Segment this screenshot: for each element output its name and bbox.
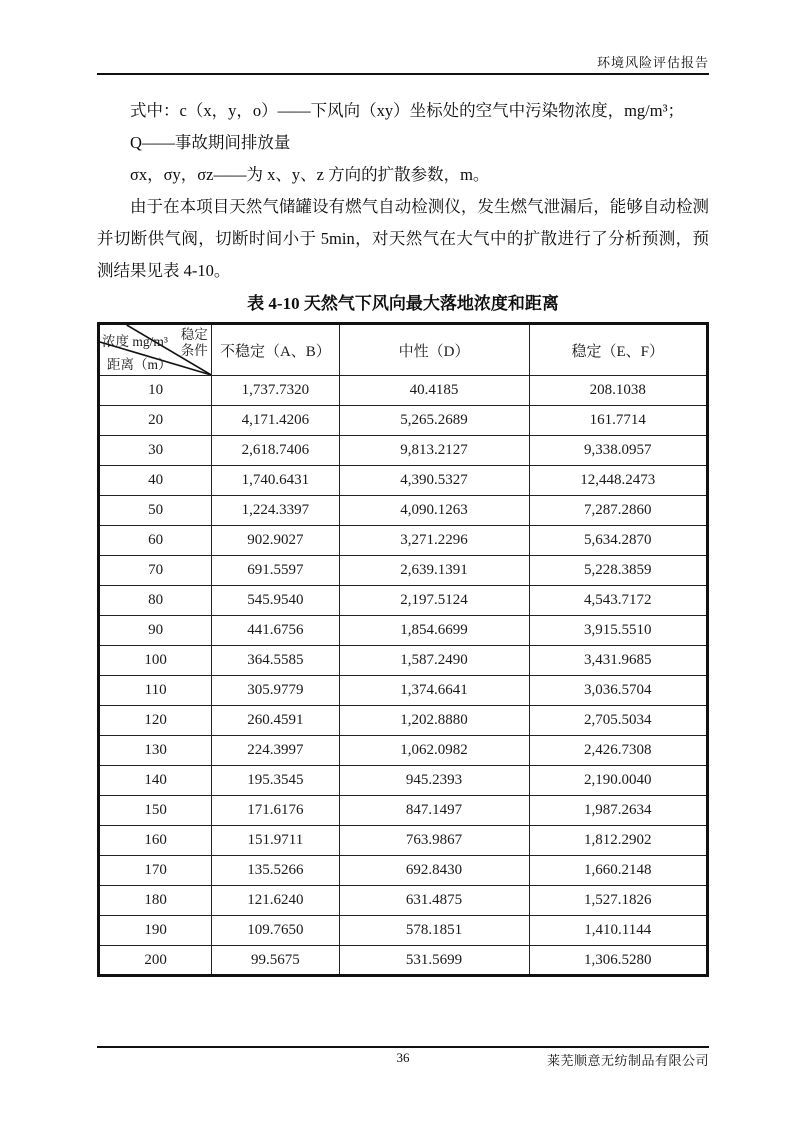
distance-cell: 180 [99, 886, 212, 916]
value-cell-unstable: 151.9711 [212, 826, 339, 856]
value-cell-unstable: 2,618.7406 [212, 436, 339, 466]
value-cell-neutral: 5,265.2689 [339, 406, 529, 436]
value-cell-unstable: 902.9027 [212, 526, 339, 556]
table-row [99, 916, 708, 946]
value-cell-neutral: 1,062.0982 [339, 736, 529, 766]
value-cell-stable: 4,543.7172 [529, 586, 707, 616]
value-cell-neutral: 1,854.6699 [339, 616, 529, 646]
value-cell-neutral: 578.1851 [339, 916, 529, 946]
value-cell-stable: 7,287.2860 [529, 496, 707, 526]
column-header-unstable: 不稳定（A、B） [212, 324, 339, 376]
value-cell-unstable: 109.7650 [212, 916, 339, 946]
distance-cell: 100 [99, 646, 212, 676]
formula-line-emission: Q——事故期间排放量 [130, 133, 291, 152]
distance-cell: 120 [99, 706, 212, 736]
value-cell-unstable: 1,224.3397 [212, 496, 339, 526]
value-cell-unstable: 4,171.4206 [212, 406, 339, 436]
distance-cell: 60 [99, 526, 212, 556]
concentration-distance-table [97, 322, 709, 977]
distance-cell: 150 [99, 796, 212, 826]
value-cell-unstable: 195.3545 [212, 766, 339, 796]
value-cell-stable: 2,190.0040 [529, 766, 707, 796]
value-cell-unstable: 260.4591 [212, 706, 339, 736]
value-cell-stable: 1,987.2634 [529, 796, 707, 826]
value-cell-unstable: 364.5585 [212, 646, 339, 676]
table-row [99, 646, 708, 676]
value-cell-stable: 2,426.7308 [529, 736, 707, 766]
page-number: 36 [396, 1050, 410, 1065]
value-cell-neutral: 1,374.6641 [339, 676, 529, 706]
value-cell-unstable: 135.5266 [212, 856, 339, 886]
table-row [99, 436, 708, 466]
distance-cell: 190 [99, 916, 212, 946]
column-header-neutral: 中性（D） [339, 324, 529, 376]
table-body [99, 376, 708, 976]
value-cell-unstable: 1,740.6431 [212, 466, 339, 496]
table-row [99, 856, 708, 886]
table-row [99, 946, 708, 976]
distance-cell: 140 [99, 766, 212, 796]
value-cell-neutral: 40.4185 [339, 376, 529, 406]
page-header [97, 0, 709, 75]
value-cell-unstable: 99.5675 [212, 946, 339, 976]
table-row [99, 586, 708, 616]
distance-cell: 30 [99, 436, 212, 466]
value-cell-neutral: 4,090.1263 [339, 496, 529, 526]
distance-cell: 50 [99, 496, 212, 526]
value-cell-stable: 3,431.9685 [529, 646, 707, 676]
value-cell-stable: 1,410.1144 [529, 916, 707, 946]
value-cell-stable: 9,338.0957 [529, 436, 707, 466]
table-row [99, 376, 708, 406]
value-cell-stable: 2,705.5034 [529, 706, 707, 736]
distance-cell: 10 [99, 376, 212, 406]
value-cell-neutral: 2,639.1391 [339, 556, 529, 586]
value-cell-neutral: 1,202.8880 [339, 706, 529, 736]
table-row [99, 766, 708, 796]
value-cell-neutral: 847.1497 [339, 796, 529, 826]
table-row [99, 496, 708, 526]
column-header-stable: 稳定（E、F） [529, 324, 707, 376]
table-row [99, 406, 708, 436]
corner-label-concentration: 浓度 mg/m³ [102, 334, 168, 349]
value-cell-unstable: 224.3997 [212, 736, 339, 766]
table-row [99, 706, 708, 736]
corner-header-cell [99, 324, 212, 376]
value-cell-stable: 1,660.2148 [529, 856, 707, 886]
distance-cell: 110 [99, 676, 212, 706]
page-content [97, 95, 709, 977]
value-cell-stable: 1,306.5280 [529, 946, 707, 976]
distance-cell: 130 [99, 736, 212, 766]
value-cell-stable: 3,915.5510 [529, 616, 707, 646]
value-cell-stable: 1,812.2902 [529, 826, 707, 856]
value-cell-neutral: 692.8430 [339, 856, 529, 886]
value-cell-stable: 3,036.5704 [529, 676, 707, 706]
value-cell-neutral: 4,390.5327 [339, 466, 529, 496]
distance-cell: 160 [99, 826, 212, 856]
value-cell-neutral: 1,587.2490 [339, 646, 529, 676]
table-title: 表 4-10 天然气下风向最大落地浓度和距离 [247, 294, 559, 313]
value-cell-unstable: 171.6176 [212, 796, 339, 826]
distance-cell: 70 [99, 556, 212, 586]
value-cell-stable: 5,634.2870 [529, 526, 707, 556]
value-cell-neutral: 631.4875 [339, 886, 529, 916]
table-row [99, 616, 708, 646]
distance-cell: 90 [99, 616, 212, 646]
value-cell-stable: 12,448.2473 [529, 466, 707, 496]
distance-cell: 170 [99, 856, 212, 886]
value-cell-stable: 5,228.3859 [529, 556, 707, 586]
body-paragraph: 由于在本项目天然气储罐设有燃气自动检测仪，发生燃气泄漏后，能够自动检测并切断供气阀，切断时间小于 5min，对天然气在大气中的扩散进行了分析预测，预测结果见表 4-10。 [97, 197, 709, 280]
footer-company-name: 莱芜顺意无纺制品有限公司 [546, 1053, 709, 1068]
header-report-title: 环境风险评估报告 [596, 55, 709, 70]
value-cell-neutral: 763.9867 [339, 826, 529, 856]
value-cell-unstable: 121.6240 [212, 886, 339, 916]
value-cell-neutral: 945.2393 [339, 766, 529, 796]
value-cell-neutral: 3,271.2296 [339, 526, 529, 556]
table-row [99, 736, 708, 766]
formula-line-sigma: σx，σy，σz——为 x、y、z 方向的扩散参数，m。 [130, 165, 490, 184]
table-row [99, 886, 708, 916]
table-header-row [99, 324, 708, 376]
distance-cell: 200 [99, 946, 212, 976]
corner-label-stability: 稳定条件 [180, 327, 208, 358]
value-cell-unstable: 441.6756 [212, 616, 339, 646]
page-footer [97, 1046, 709, 1070]
distance-cell: 40 [99, 466, 212, 496]
value-cell-stable: 1,527.1826 [529, 886, 707, 916]
table-row [99, 826, 708, 856]
table-row [99, 796, 708, 826]
value-cell-unstable: 1,737.7320 [212, 376, 339, 406]
value-cell-unstable: 305.9779 [212, 676, 339, 706]
value-cell-neutral: 2,197.5124 [339, 586, 529, 616]
table-row [99, 676, 708, 706]
value-cell-unstable: 691.5597 [212, 556, 339, 586]
distance-cell: 80 [99, 586, 212, 616]
distance-cell: 20 [99, 406, 212, 436]
table-row [99, 556, 708, 586]
value-cell-neutral: 531.5699 [339, 946, 529, 976]
value-cell-stable: 161.7714 [529, 406, 707, 436]
formula-line-concentration: 式中：c（x，y，o）——下风向（xy）坐标处的空气中污染物浓度，mg/m³； [130, 101, 685, 120]
table-row [99, 526, 708, 556]
corner-label-distance: 距离（m） [107, 357, 172, 372]
value-cell-unstable: 545.9540 [212, 586, 339, 616]
table-row [99, 466, 708, 496]
value-cell-stable: 208.1038 [529, 376, 707, 406]
value-cell-neutral: 9,813.2127 [339, 436, 529, 466]
